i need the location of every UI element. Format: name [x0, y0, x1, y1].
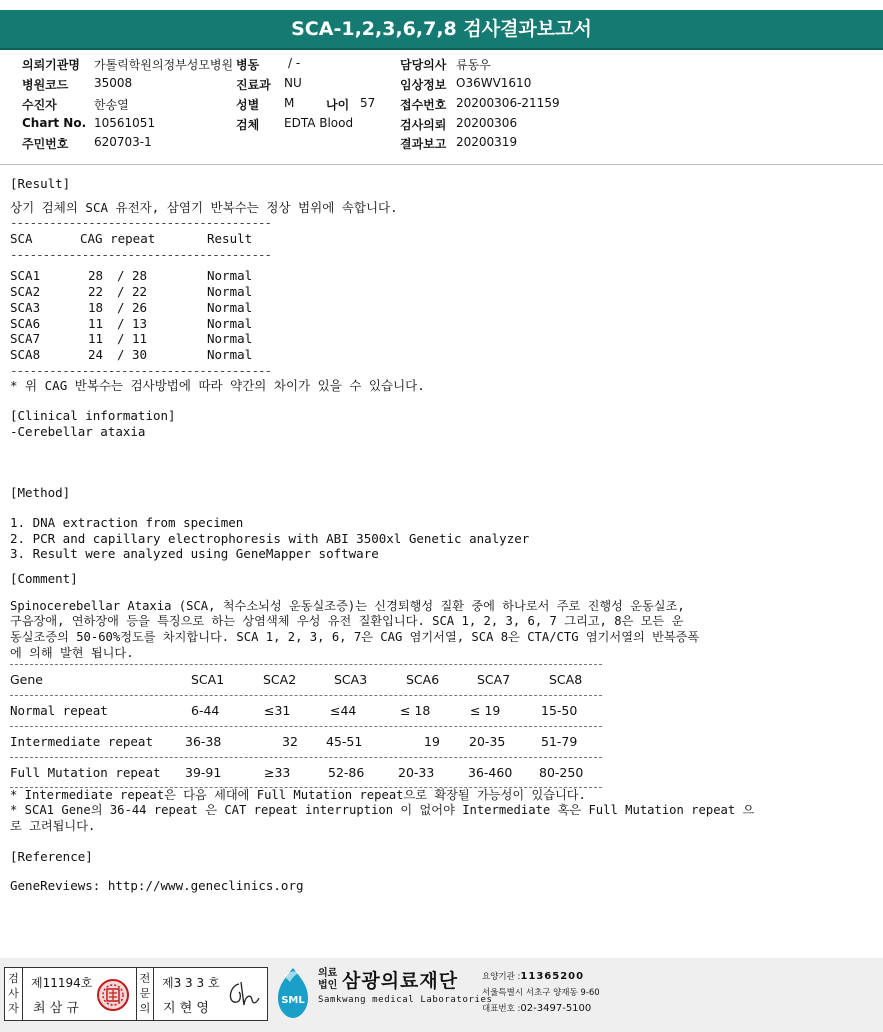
report-date-value: 20200319 [456, 135, 518, 149]
clinical-heading: [Clinical information] [10, 407, 176, 423]
ward-label: 병동 [236, 58, 260, 72]
age-label: 나이 [326, 98, 350, 112]
comment-line: 에 의해 발현 됩니다. [10, 645, 134, 660]
patient-header [0, 52, 883, 164]
sca-name: SCA3 [10, 299, 41, 315]
row-label: Normal repeat [10, 702, 108, 718]
divider: ---------------------------------------- [10, 362, 272, 378]
allele-a: 18 [88, 299, 104, 315]
method-heading: [Method] [10, 485, 71, 501]
col-sca: SCA [10, 231, 33, 247]
logo-text: SML [281, 995, 305, 1006]
table-cell: 45-51 [326, 733, 363, 749]
rrn-value: 620703-1 [94, 135, 152, 149]
allele-b: 30 [132, 346, 148, 362]
org-name-en: Samkwang medical Laboratories [318, 995, 493, 1005]
report-footer [0, 958, 883, 1032]
sca6-header: SCA6 [406, 671, 440, 687]
org-name: 삼광의료재단 [342, 970, 459, 992]
allele-a: 11 [88, 331, 104, 347]
institution-value: 가톨릭학원의정부성모병원 [94, 58, 234, 72]
allele-a: 11 [88, 315, 104, 331]
sca-name: SCA6 [10, 315, 41, 331]
hospital-code-label: 병원코드 [22, 78, 69, 92]
seal-stamp-icon [96, 978, 130, 1012]
table-row [10, 757, 610, 788]
sca7-header: SCA7 [477, 671, 511, 687]
table-cell: ≤44 [330, 702, 357, 718]
org-logo-block [270, 964, 600, 1024]
sca2-header: SCA2 [263, 671, 297, 687]
sca1-header: SCA1 [191, 671, 225, 687]
divider: ---------------------------------------- [10, 215, 272, 231]
table-cell: ≤31 [264, 702, 291, 718]
sca-name: SCA7 [10, 331, 41, 347]
comment-heading: [Comment] [10, 571, 78, 587]
table-header-row [10, 664, 610, 695]
table-row [10, 268, 875, 284]
table-cell: ≤ 18 [400, 702, 431, 718]
specialist-license: 제3 3 3 호 [162, 976, 220, 990]
org-address: 서울특별시 서초구 양재동 9-60 [482, 988, 600, 998]
sca-result: Normal [207, 346, 253, 362]
table-row [10, 695, 610, 726]
table-row [10, 331, 875, 347]
specimen-value: EDTA Blood [284, 116, 354, 130]
result-note: * 위 CAG 반복수는 검사방법에 따라 약간의 차이가 있을 수 있습니다. [10, 378, 425, 394]
sca3-header: SCA3 [334, 671, 368, 687]
chart-label: Chart No. [22, 116, 87, 130]
comment-note: 로 고려됩니다. [10, 818, 96, 833]
table-cell: 80-250 [539, 764, 584, 780]
table-cell: 36-38 [185, 733, 222, 749]
rrn-label: 주민번호 [22, 137, 69, 151]
specialist-label: 전문의 [136, 968, 154, 1020]
request-date-value: 20200306 [456, 116, 518, 130]
table-row [10, 284, 875, 300]
table-row [10, 300, 875, 316]
table-cell: 52-86 [328, 764, 365, 780]
sca-result: Normal [207, 284, 253, 300]
table-cell: 36-460 [468, 764, 513, 780]
table-row [10, 726, 610, 757]
table-cell: ≥33 [264, 764, 291, 780]
col-result: Result [207, 231, 253, 247]
allele-slash: / [117, 346, 125, 362]
allele-b: 22 [132, 284, 148, 300]
comment-note: * Intermediate repeat은 다음 세대에 Full Mutation repeat으로 확장될 가능성이 있습니다. [10, 787, 586, 802]
agency-number: 요양기관 :11365200 [482, 971, 585, 982]
sca-result: Normal [207, 315, 253, 331]
clinical-info-label: 임상정보 [400, 78, 447, 92]
request-date-label: 검사의뢰 [400, 118, 447, 132]
table-cell: 39-91 [185, 764, 222, 780]
sca-result: Normal [207, 331, 253, 347]
sca-result: Normal [207, 299, 253, 315]
ward-value: / - [288, 56, 301, 70]
allele-slash: / [117, 268, 125, 284]
examiner-label: 검사자 [5, 968, 23, 1020]
hospital-code-value: 35008 [94, 76, 133, 90]
table-row [10, 316, 875, 332]
result-summary: 상기 검체의 SCA 유전자, 삼염기 반복수는 정상 범위에 속합니다. [10, 199, 398, 215]
allele-b: 11 [132, 331, 148, 347]
reference-heading: [Reference] [10, 848, 93, 864]
gene-header: Gene [10, 671, 43, 687]
sca-result: Normal [207, 268, 253, 284]
divider: ---------------------------------------- [10, 246, 272, 262]
comment-line: 동실조증의 50-60%정도를 차지합니다. SCA 1, 2, 3, 6, 7은 CAG 염기서열, SCA 8은 CTA/CTG 염기서열의 반복증폭 [10, 630, 700, 645]
allele-b: 13 [132, 315, 148, 331]
chart-value: 10561051 [94, 116, 156, 130]
table-cell: 51-79 [541, 733, 578, 749]
table-cell: ≤ 19 [470, 702, 501, 718]
table-cell: 6-44 [191, 702, 220, 718]
examiner-license: 제11194호 [31, 976, 93, 990]
row-label: Full Mutation repeat [10, 764, 161, 780]
org-prefix: 의료 법인 [318, 968, 338, 991]
result-table-header [10, 231, 875, 247]
method-item: 3. Result were analyzed using GeneMapper software [10, 546, 379, 562]
examiner-name: 최 삼 규 [33, 1001, 79, 1016]
sca-name: SCA2 [10, 284, 41, 300]
allele-slash: / [117, 331, 125, 347]
allele-slash: / [117, 299, 125, 315]
table-cell: 15-50 [541, 702, 578, 718]
clinical-text: -Cerebellar ataxia [10, 423, 146, 439]
org-phone: 대표번호 :02-3497-5100 [482, 1003, 592, 1014]
comment-line: Spinocerebellar Ataxia (SCA, 척수소뇌성 운동실조증)는 신경퇴행성 질환 중에 하나로서 주로 진행성 운동실조, [10, 598, 685, 613]
signature-box [4, 967, 268, 1021]
reference-link[interactable]: GeneReviews: http://www.geneclinics.org [10, 878, 304, 894]
accession-label: 접수번호 [400, 98, 447, 112]
report-body [10, 176, 875, 894]
allele-slash: / [117, 284, 125, 300]
row-label: Intermediate repeat [10, 733, 153, 749]
dept-label: 진료과 [236, 78, 271, 92]
sca8-header: SCA8 [549, 671, 583, 687]
patient-value: 한송열 [94, 98, 129, 112]
specimen-label: 검체 [236, 118, 260, 132]
doctor-value: 류동우 [456, 58, 491, 72]
table-cell: 20-33 [398, 764, 435, 780]
report-date-label: 결과보고 [400, 137, 447, 151]
allele-slash: / [117, 315, 125, 331]
comment-line: 구음장애, 연하장애 등을 특징으로 하는 상염색체 우성 유전 질환입니다. SCA 1, 2, 3, 6, 7 그리고, 8은 모든 운 [10, 614, 684, 629]
sca-name: SCA1 [10, 268, 41, 284]
clinical-info-value: O36WV1610 [456, 76, 532, 90]
accession-value: 20200306-21159 [456, 96, 560, 110]
report-title: SCA-1,2,3,6,7,8 검사결과보고서 [0, 10, 883, 50]
dept-value: NU [284, 76, 302, 90]
patient-label: 수진자 [22, 98, 57, 112]
table-cell: 32 [282, 733, 298, 749]
signature-icon [223, 978, 261, 1010]
allele-a: 24 [88, 346, 104, 362]
col-cag: CAG repeat [80, 231, 156, 247]
table-row [10, 347, 875, 363]
allele-b: 28 [132, 268, 148, 284]
repeat-range-table [10, 664, 875, 788]
age-value: 57 [360, 96, 376, 110]
allele-b: 26 [132, 299, 148, 315]
sex-label: 성별 [236, 98, 260, 112]
sml-logo-icon [270, 966, 316, 1020]
table-cell: 20-35 [469, 733, 506, 749]
header-divider [0, 164, 883, 165]
method-item: 1. DNA extraction from specimen [10, 515, 244, 530]
institution-label: 의뢰기관명 [22, 58, 80, 72]
sex-value: M [284, 96, 295, 110]
specialist-name: 지 현 영 [163, 1001, 209, 1016]
doctor-label: 담당의사 [400, 58, 447, 72]
table-cell: 19 [424, 733, 440, 749]
allele-a: 22 [88, 284, 104, 300]
result-heading: [Result] [10, 176, 71, 191]
allele-a: 28 [88, 268, 104, 284]
method-item: 2. PCR and capillary electrophoresis with ABI 3500xl Genetic analyzer [10, 530, 530, 546]
sca-name: SCA8 [10, 346, 41, 362]
comment-note: * SCA1 Gene의 36-44 repeat 은 CAT repeat interruption 이 없어야 Intermediate 혹은 Full Mutation repeat 으 [10, 803, 755, 818]
